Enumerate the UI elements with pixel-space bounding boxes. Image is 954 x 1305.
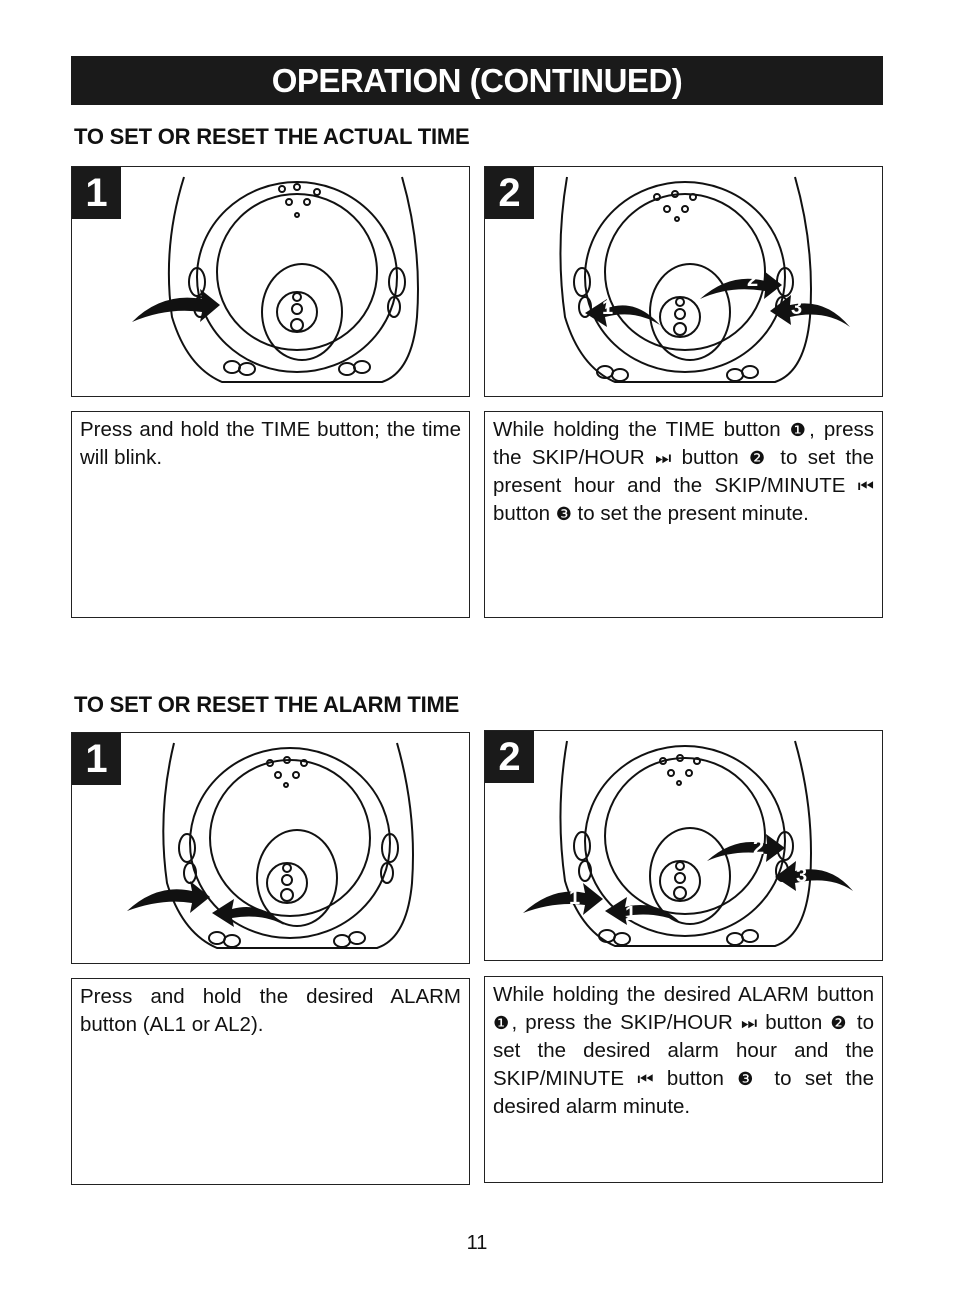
- text-run: While holding the desired ALARM button: [493, 983, 874, 1006]
- circled-three-icon: ❸: [737, 1069, 762, 1089]
- illustration-panel: [71, 166, 470, 397]
- skip-back-icon: ⏮: [637, 1069, 654, 1089]
- section-title-alarm-time: TO SET OR RESET THE ALARM TIME: [74, 692, 460, 717]
- boombox-illustration: [72, 167, 470, 397]
- skip-back-icon: ⏮: [857, 476, 874, 496]
- instruction-text: [484, 976, 883, 1183]
- arrow-label: 1: [602, 297, 614, 319]
- step-number-badge: 2: [485, 167, 534, 219]
- illustration-panel: [484, 730, 883, 961]
- step-number-badge: 1: [72, 733, 121, 785]
- text-run: to set the desired alarm hour and the SKIP/MINUTE: [493, 1011, 875, 1090]
- text-run: to set the present hour and the SKIP/MINUTE: [493, 446, 875, 497]
- circled-two-icon: ❷: [749, 448, 770, 468]
- page-number: 11: [466, 1232, 488, 1254]
- text-run: button: [493, 502, 556, 525]
- text-run: button: [757, 1011, 831, 1034]
- text-run: , press the SKIP/HOUR: [511, 1011, 741, 1034]
- text-run: button: [653, 1067, 738, 1090]
- skip-forward-icon: ⏭: [655, 448, 672, 468]
- skip-forward-icon: ⏭: [740, 1013, 758, 1033]
- instruction-text: [484, 411, 883, 618]
- text-run: button: [671, 446, 750, 469]
- illustration-panel: [484, 166, 883, 397]
- arrow-label: 2: [753, 837, 765, 859]
- boombox-illustration: [485, 731, 883, 961]
- circled-three-icon: ❸: [555, 504, 572, 524]
- arrow-label: 2: [747, 269, 759, 291]
- circled-one-icon: ❶: [789, 420, 810, 440]
- circled-one-icon: ❶: [493, 1013, 512, 1033]
- text-run: to set the present minute.: [571, 502, 809, 525]
- arrow-label: 3: [791, 297, 803, 319]
- arrow-label: 3: [796, 865, 808, 887]
- text-run: to set the desired alarm minute.: [493, 1067, 875, 1118]
- boombox-illustration: [485, 167, 883, 397]
- circled-two-icon: ❷: [830, 1013, 849, 1033]
- step-number-badge: 1: [72, 167, 121, 219]
- arrow-label: 1: [569, 887, 581, 909]
- instruction-text: Press and hold the desired ALARM button (AL1 or AL2).: [71, 978, 470, 1185]
- page-title: OPERATION (CONTINUED): [71, 56, 883, 105]
- section-title-actual-time: TO SET OR RESET THE ACTUAL TIME: [74, 124, 470, 149]
- instruction-text: Press and hold the TIME button; the time will blink.: [71, 411, 470, 618]
- boombox-illustration: [72, 733, 470, 964]
- illustration-panel: [71, 732, 470, 964]
- text-run: While holding the TIME button: [493, 418, 790, 441]
- text-run: , press the SKIP/HOUR: [493, 418, 874, 469]
- arrow-label: 1: [625, 903, 637, 925]
- step-number-badge: 2: [485, 731, 534, 783]
